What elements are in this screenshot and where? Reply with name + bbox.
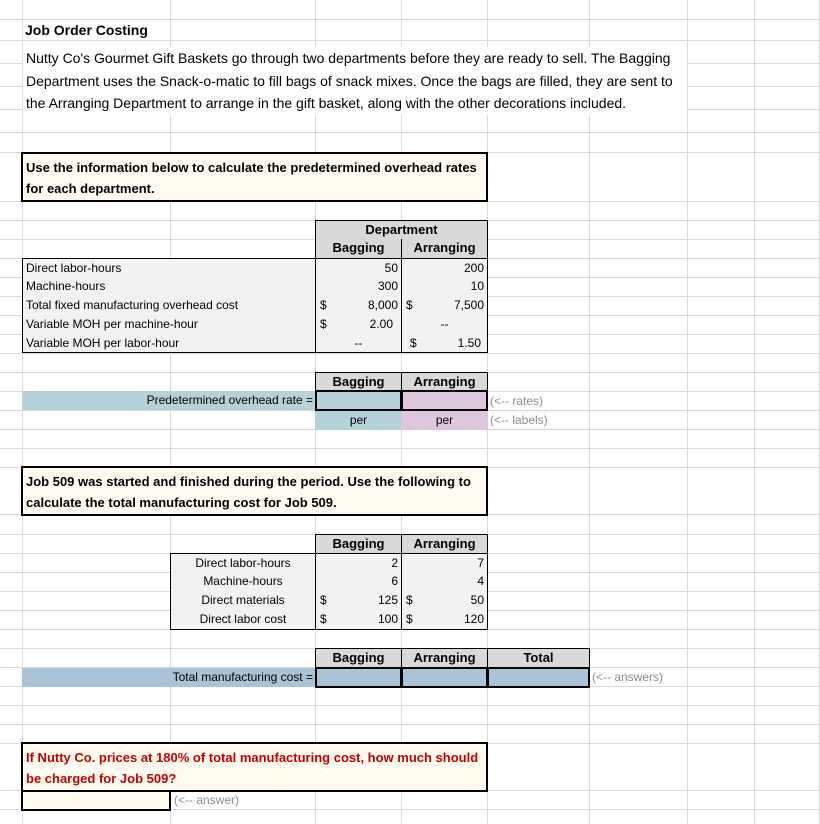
pricing-question: If Nutty Co. prices at 180% of total manufacturing cost, how much should be charged for Job 509?	[21, 742, 488, 792]
job-bagging-value: $ 125	[315, 591, 402, 611]
job-arranging-value: 4	[401, 572, 488, 592]
intro-text: Nutty Co's Gourmet Gift Baskets go through two departments before they are ready to sell. The Bagging Department uses the Snack-o-matic to fill bags of snack mixes. Once the bags are filled, they are sent to the Arranging Department to arrange in the gift basket, along with the other decorations included.	[23, 47, 687, 115]
arranging-value: 10	[401, 277, 488, 297]
row-label: Machine-hours	[22, 277, 316, 297]
section2-instruction: Job 509 was started and finished during the period. Use the following to calculate the total manufacturing cost for Job 509.	[21, 466, 488, 516]
rate-label: Predetermined overhead rate =	[22, 391, 316, 410]
bagging-value: $ 2.00	[315, 315, 402, 335]
answers-note: (<-- answers)	[592, 670, 664, 684]
bagging-value: --	[315, 334, 402, 353]
rates-note: (<-- rates)	[490, 394, 544, 408]
job-row-label: Direct labor cost	[170, 610, 316, 630]
arranging-per-label-input[interactable]: per	[401, 411, 488, 430]
arranging-rate-input[interactable]	[401, 390, 488, 411]
grand-total-input[interactable]	[487, 667, 590, 688]
row-label: Direct labor-hours	[22, 258, 316, 278]
labels-note: (<-- labels)	[490, 413, 548, 427]
row-label: Variable MOH per labor-hour	[22, 334, 316, 353]
job-bagging-value: $ 100	[315, 610, 402, 630]
col-bagging: Bagging	[315, 239, 402, 259]
job-row-label: Direct labor-hours	[170, 553, 316, 573]
department-header: Department	[315, 220, 488, 240]
job-arranging-value: 7	[401, 553, 488, 573]
rates-col-arranging: Arranging	[401, 372, 488, 392]
job-row-label: Machine-hours	[170, 572, 316, 592]
section1-instruction: Use the information below to calculate the predetermined overhead rates for each department.	[21, 152, 488, 202]
job-row-label: Direct materials	[170, 591, 316, 611]
arranging-value: 200	[401, 258, 488, 278]
bagging-value: $ 8,000	[315, 296, 402, 316]
total-col-arranging: Arranging	[401, 648, 488, 668]
arranging-value: $ 1.50	[401, 334, 488, 353]
job-col-arranging: Arranging	[401, 534, 488, 554]
arranging-total-input[interactable]	[401, 667, 488, 688]
total-col-bagging: Bagging	[315, 648, 402, 668]
row-label: Total fixed manufacturing overhead cost	[22, 296, 316, 316]
bagging-value: 300	[315, 277, 402, 297]
bagging-per-label-input[interactable]: per	[315, 411, 402, 430]
page-title: Job Order Costing	[25, 22, 148, 38]
rates-col-bagging: Bagging	[315, 372, 402, 392]
col-arranging: Arranging	[401, 239, 488, 259]
job-arranging-value: $ 120	[401, 610, 488, 630]
job-arranging-value: $ 50	[401, 591, 488, 611]
price-answer-input[interactable]	[21, 790, 171, 811]
arranging-value: --	[401, 315, 488, 335]
job-col-bagging: Bagging	[315, 534, 402, 554]
bagging-value: 50	[315, 258, 402, 278]
total-cost-label: Total manufacturing cost =	[22, 668, 316, 687]
row-label: Variable MOH per machine-hour	[22, 315, 316, 335]
total-col-total: Total	[487, 648, 590, 668]
bagging-total-input[interactable]	[315, 667, 402, 688]
job-bagging-value: 6	[315, 572, 402, 592]
answer-note: (<-- answer)	[174, 793, 240, 807]
bagging-rate-input[interactable]	[315, 390, 402, 411]
job-bagging-value: 2	[315, 553, 402, 573]
arranging-value: $ 7,500	[401, 296, 488, 316]
